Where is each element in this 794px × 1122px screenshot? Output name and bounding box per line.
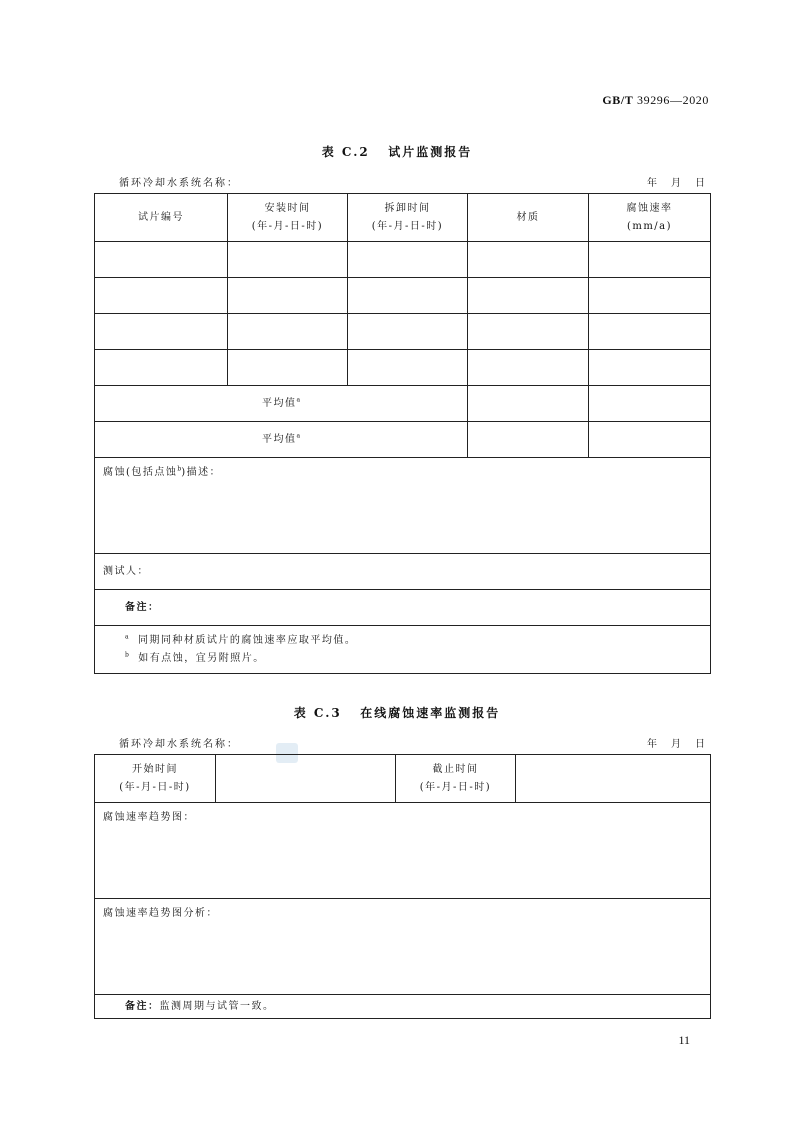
table-row (95, 278, 711, 314)
time-row (95, 755, 711, 803)
page-number: 11 (678, 1033, 690, 1047)
tester-label: 测试人： (95, 554, 711, 590)
column-header: 试片编号 (95, 194, 228, 242)
end-time-header: 截止时间 (年-月-日-时) (396, 755, 516, 803)
average-row (95, 386, 711, 422)
column-header: 腐蚀速率 (mm/a) (589, 194, 711, 242)
corrosion-description-label: 腐蚀(包括点蚀$^b$)描述： (95, 458, 711, 554)
table-row (95, 314, 711, 350)
table-c3-caption (0, 704, 794, 721)
system-name-label: 循环冷却水系统名称： (119, 178, 239, 189)
date-label: 年 月 日 (647, 178, 707, 189)
table-c3 (94, 754, 711, 1019)
remarks-label: 备注： (125, 1000, 160, 1012)
caption-title: 在线腐蚀速率监测报告 (360, 706, 501, 720)
system-name-label: 循环冷却水系统名称： (119, 739, 239, 750)
column-header: 材质 (468, 194, 589, 242)
trend-analysis-label: 腐蚀速率趋势图分析： (95, 899, 711, 995)
date-label: 年 月 日 (647, 739, 707, 750)
remarks-row (95, 995, 711, 1019)
remarks-text: 监测周期与试管一致。 (159, 1000, 275, 1012)
caption-title: 试片监测报告 (388, 145, 473, 159)
header-row (95, 194, 711, 242)
caption-number: 表 C.3 (293, 706, 342, 720)
tester-row (95, 554, 711, 590)
footnote: $^a$ 同期同种材质试片的腐蚀速率应取平均值。 (125, 633, 357, 646)
standard-number: GB/T 39296—2020 (602, 93, 709, 107)
column-header: 安装时间 (年-月-日-时) (228, 194, 348, 242)
average-label: 平均值$^a$ (95, 422, 468, 458)
table-c2 (94, 193, 711, 674)
trend-chart-row (95, 803, 711, 899)
column-header: 拆卸时间 (年-月-日-时) (348, 194, 468, 242)
remarks-row (95, 590, 711, 626)
remarks-label: 备注： (95, 590, 711, 626)
footnote: $^b$ 如有点蚀，宜另附照片。 (125, 651, 265, 664)
trend-chart-label: 腐蚀速率趋势图： (95, 803, 711, 899)
table-row (95, 242, 711, 278)
trend-analysis-row (95, 899, 711, 995)
average-label: 平均值$^a$ (95, 386, 468, 422)
caption-number: 表 C.2 (321, 145, 370, 159)
start-time-header: 开始时间 (年-月-日-时) (95, 755, 216, 803)
average-row (95, 422, 711, 458)
table-row (95, 350, 711, 386)
footnotes-row (95, 626, 711, 674)
corrosion-description-row (95, 458, 711, 554)
table-c2-caption (0, 143, 794, 160)
